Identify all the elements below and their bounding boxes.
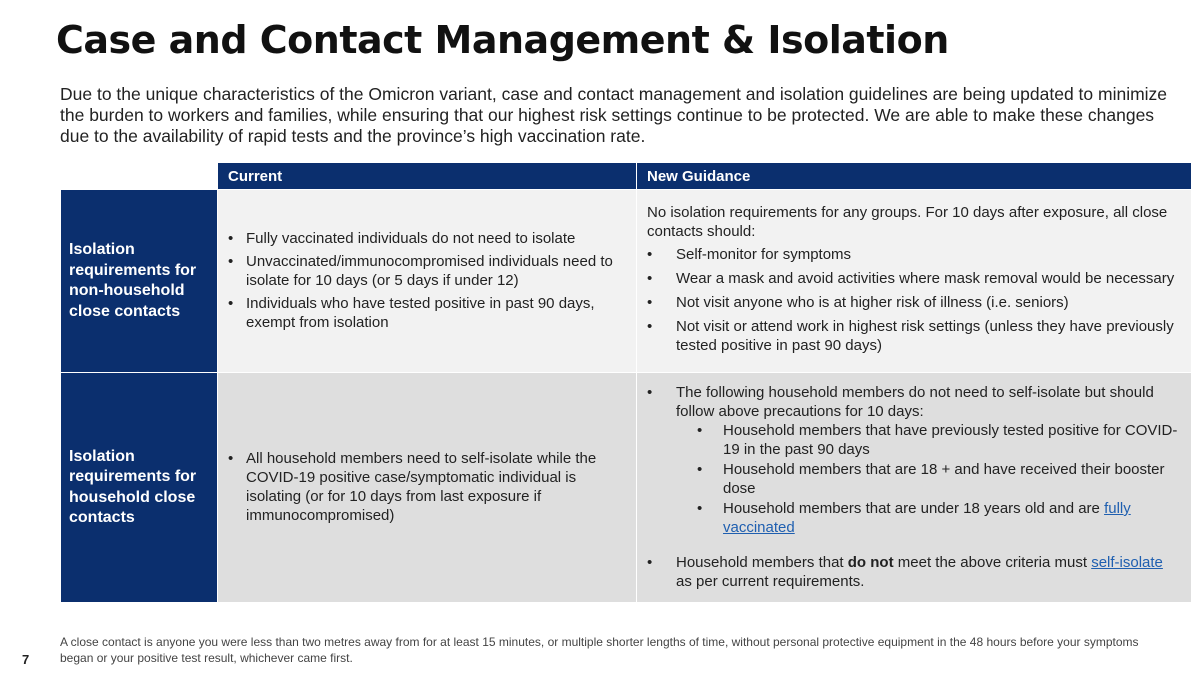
page-number: 7 [22,652,30,667]
intro-paragraph: Due to the unique characteristics of the Omicron variant, case and contact management and isolation guidelines are being updated to minimize the burden to workers and families, while ensuring that our highest risk settings continue to be protected. We are able to make these changes due to the availability of rapid tests and the province’s high vaccination rate. [60,84,1168,146]
exempt-members-list [676,421,1181,537]
table-row-non-household [61,190,1192,373]
list-item: • Self-monitor for symptoms [647,245,1181,264]
list-item: • Individuals who have tested positive in past 90 days, exempt from isolation [228,294,626,332]
criteria-text: Household members that [676,554,848,571]
table-row-household [61,373,1192,603]
list-item: • Wear a mask and avoid activities where mask removal would be necessary [647,269,1181,288]
list-item [647,383,1181,537]
new-guidance-list [647,383,1181,591]
row-label-non-household: Isolation requirements for non-household close contacts [61,190,218,373]
new-guidance-intro: No isolation requirements for any groups. For 10 days after exposure, all close contacts should: [647,203,1168,240]
list-item: • Unvaccinated/immunocompromised individuals need to isolate for 10 days (or 5 days if under 12) [228,252,626,290]
current-list [228,449,626,525]
header-new-guidance: New Guidance [637,163,1192,190]
self-isolate-link[interactable]: self-isolate [1091,554,1163,571]
new-guidance-non-household [637,190,1192,373]
header-current: Current [218,163,637,190]
list-item: • Household members that have previously tested positive for COVID-19 in the past 90 days [676,421,1181,459]
list-item: • All household members need to self-isolate while the COVID-19 positive case/symptomatic individual is isolating (or for 10 days from last exposure if immunocompromised) [228,449,626,525]
list-item: • Not visit anyone who is at higher risk of illness (i.e. seniors) [647,293,1181,312]
page-title: Case and Contact Management & Isolation [56,18,949,62]
fully-vaccinated-link[interactable]: fully vaccinated [723,500,1131,536]
list-item: • Fully vaccinated individuals do not need to isolate [228,229,626,248]
sub-item-text: Household members that are under 18 years old and are [723,500,1105,517]
current-non-household [218,190,637,373]
new-guidance-list [647,245,1181,355]
exempt-members-intro: The following household members do not need to self-isolate but should follow above precautions for 10 days: [676,384,1154,420]
list-item: • Not visit or attend work in highest risk settings (unless they have previously tested positive in past 90 days) [647,317,1181,355]
footnote: A close contact is anyone you were less than two metres away from for at least 15 minutes, or multiple shorter lengths of time, without personal protective equipment in the 48 hours before your symptoms began or your positive test result, whichever came first. [60,635,1139,665]
current-household [218,373,637,603]
list-item: • Household members that are 18 + and have received their booster dose [676,460,1181,498]
current-list [228,229,626,332]
criteria-text-2: meet the above criteria must [893,554,1092,571]
guidance-table [60,162,1192,603]
criteria-emphasis: do not [847,554,894,571]
table-header-row [61,163,1192,190]
row-label-household: Isolation requirements for household close contacts [61,373,218,603]
header-corner [61,163,218,190]
new-guidance-household [637,373,1192,603]
list-item [676,499,1181,537]
list-item [647,553,1181,591]
criteria-text-3: as per current requirements. [676,573,865,590]
